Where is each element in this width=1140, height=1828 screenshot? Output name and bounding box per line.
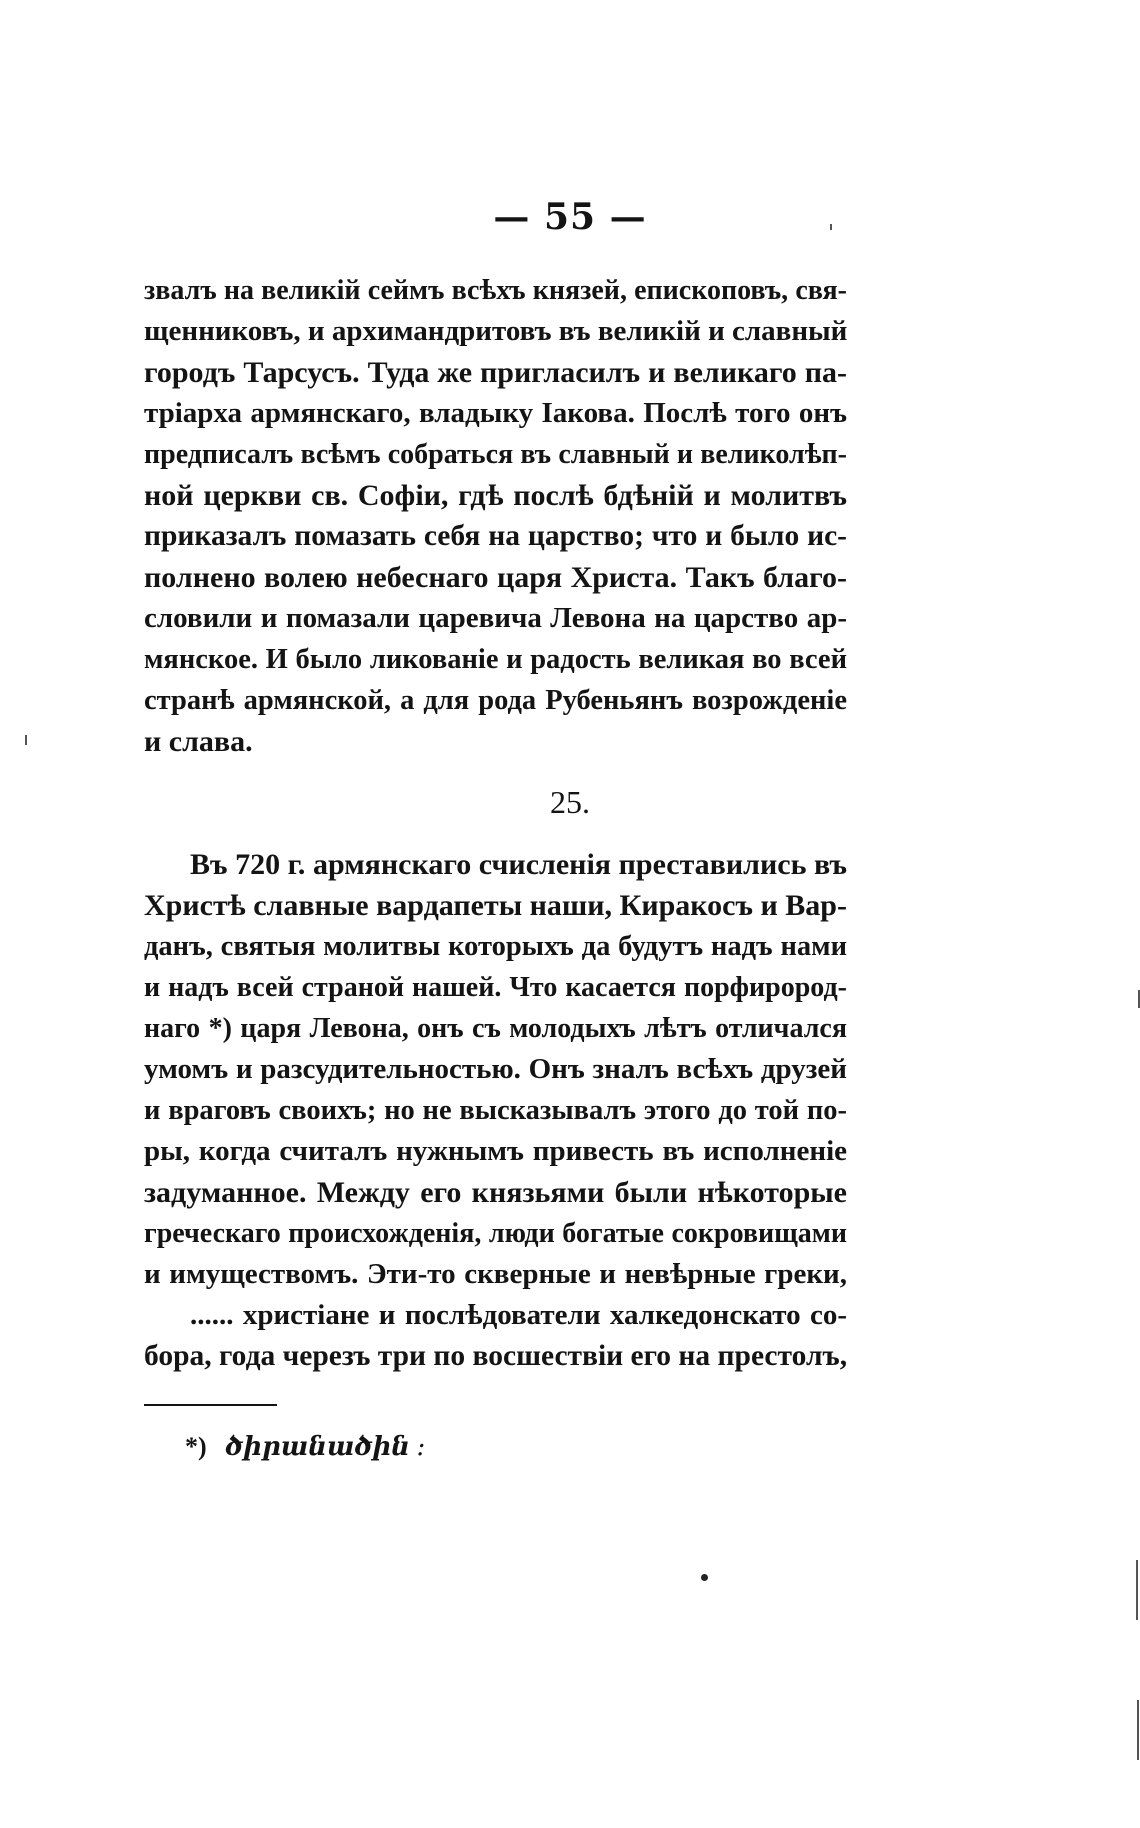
text-line: бора, года черезъ три по восшествіи его на престолъ, [144,1340,848,1372]
paragraph-2 [144,844,847,1377]
page-number: — 55 — [493,196,647,238]
scan-mark [830,224,832,230]
text-line: мянское. И было ликованіе и радость великая во всей [144,644,847,675]
text-line: ной церкви св. Софіи, гдѣ послѣ бдѣній и молитвъ [144,479,847,512]
text-line: странѣ армянской, а для рода Рубеньянъ возрожденіе [144,685,847,716]
text-line: наго *) царя Левона, онъ съ молодыхъ лѣтъ отличался [144,1013,847,1044]
scan-mark [1136,1560,1138,1620]
text-line: городъ Тарсусъ. Туда же пригласилъ и великаго па- [144,356,847,389]
text-line: ...... христіане и послѣдователи халкедонскато со- [190,1299,847,1331]
text-line: Въ 720 г. армянскаго счисленія преставились въ [190,848,847,881]
text-line: тріарха армянскаго, владыку Іакова. Послѣ того онъ [144,397,847,429]
footnote [185,1432,425,1462]
footnote-marker: *) [185,1432,207,1461]
text-line: задуманное. Между его князьями были нѣкоторые [144,1176,847,1209]
text-line: умомъ и разсудительностью. Онъ зналъ всѣхъ друзей [144,1053,847,1085]
text-line: и имуществомъ. Эти-то скверные и невѣрные греки, [144,1258,847,1290]
text-line: звалъ на великій сеймъ всѣхъ князей, епископовъ, свя- [144,275,847,306]
text-line: и надъ всей страной нашей. Что касается порфирород- [144,972,847,1003]
footnote-divider [144,1404,277,1406]
text-line: и враговъ своихъ; но не высказывалъ этого до той по- [144,1095,847,1126]
paragraph-1 [144,270,847,762]
text-line: предписалъ всѣмъ собраться въ славный и великолѣп- [144,439,847,470]
section-number: 25. [550,784,590,820]
text-line: и слава. [144,725,253,758]
text-line: полнено волею небеснаго царя Христа. Такъ благо- [144,561,847,594]
text-line: приказалъ помазать себя на царство; что и было ис- [144,520,847,552]
text-line: ры, когда считалъ нужнымъ привесть въ исполненіе [144,1135,847,1167]
footnote-text: ծիրանածին ։ [225,1432,426,1461]
text-line: словили и помазали царевича Левона на царство ар- [144,602,847,634]
text-line: данъ, святыя молитвы которыхъ да будутъ надъ нами [144,931,847,962]
scan-speck [701,1574,708,1581]
scan-mark [1137,1700,1139,1760]
text-line: греческаго происхожденія, люди богатые сокровищами [144,1218,847,1249]
text-line: Христѣ славные вардапеты наши, Киракосъ и Вар- [144,889,847,922]
scan-mark [25,735,27,745]
text-line: щенниковъ, и архимандритовъ въ великій и славный [144,315,848,347]
